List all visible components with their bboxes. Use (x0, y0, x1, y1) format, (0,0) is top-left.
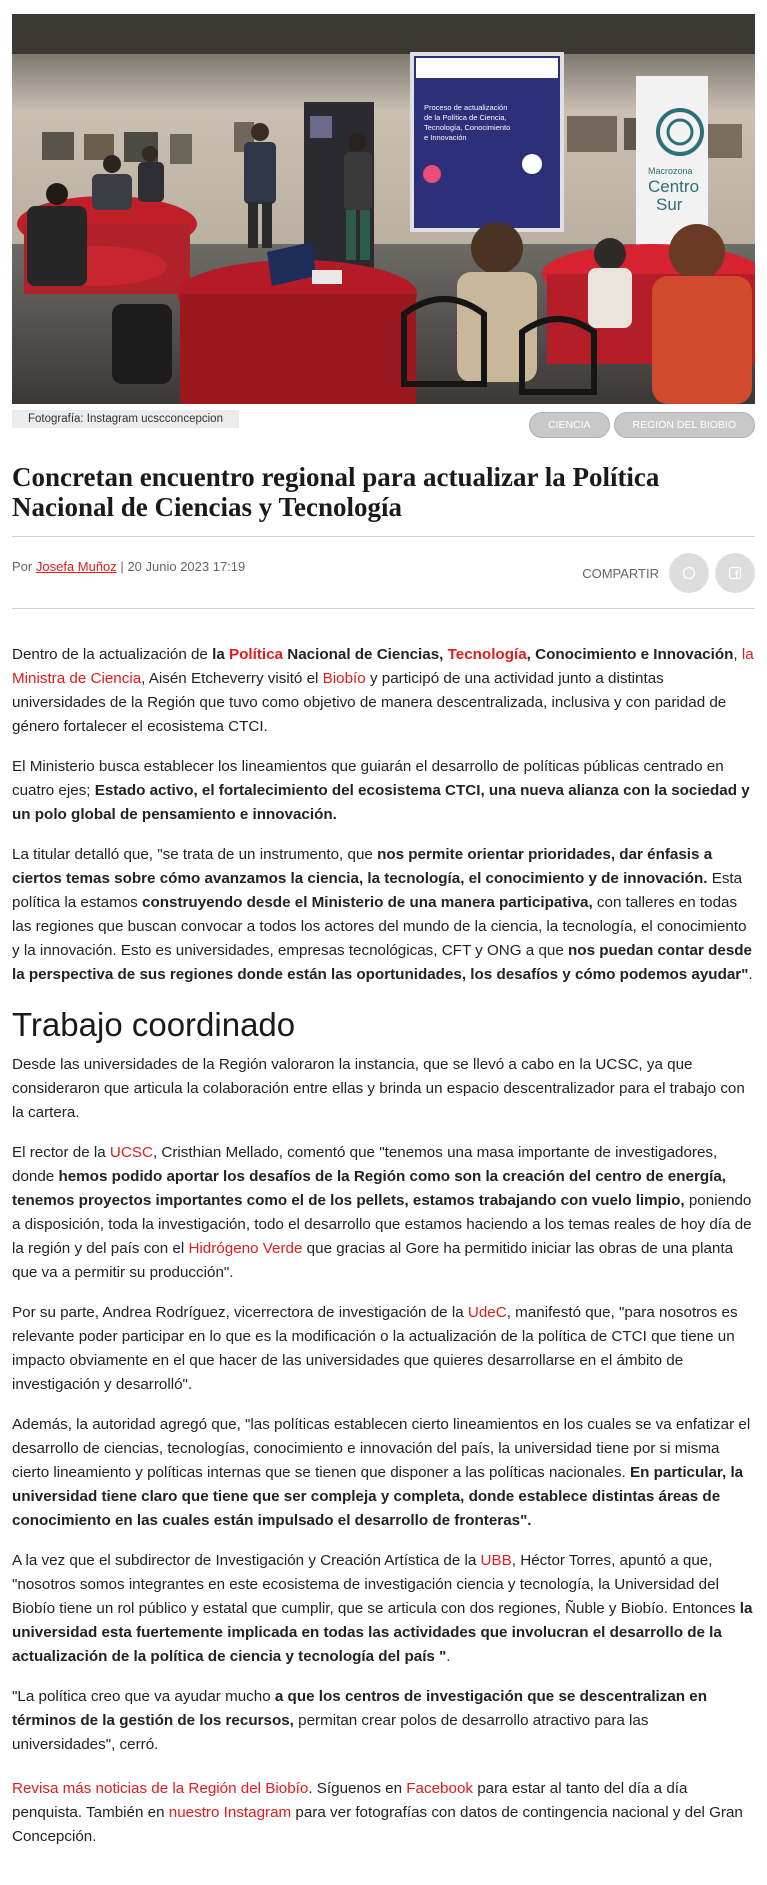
paragraph-follow-us (12, 1777, 755, 1849)
byline-prefix: Por (12, 559, 33, 574)
tag-list (529, 412, 755, 438)
text: para estar al tanto del día a día penquista. También en (12, 1780, 688, 1821)
bold-text: construyendo desde el Ministerio de una manera participativa, (142, 894, 593, 911)
link-politica[interactable]: Política (228, 646, 284, 663)
byline-row (12, 537, 755, 609)
publish-date: 20 Junio 2023 17:19 (127, 559, 246, 574)
bold-text: la (212, 646, 229, 663)
paragraph-7 (12, 1413, 755, 1533)
tag-region-del-biobio[interactable]: REGION DEL BIOBIO (614, 412, 755, 438)
screen-text-line-2: de la Política de Ciencia, (424, 113, 507, 122)
link-instagram[interactable]: nuestro Instagram (168, 1804, 292, 1821)
photo-meta-row (12, 408, 755, 438)
paragraph-6 (12, 1301, 755, 1397)
text: para ver fotografías con datos de contingencia nacional y del Gran Concepción. (12, 1804, 743, 1845)
text: Además, la autoridad agregó que, "las políticas establecen cierto lineamientos en los cuales se va enfatizar el desarrollo de ciencias, tecnologías, conocimiento e innovación del país, la universidad tiene por si misma cierto lineamiento y políticas internas que se tienen que disponer a las políticas nacionales. (12, 1416, 751, 1481)
hero-photo (12, 14, 755, 404)
text: Por su parte, Andrea Rodríguez, vicerrectora de investigación de la (12, 1304, 468, 1321)
link-tecnologia[interactable]: Tecnología (447, 646, 527, 663)
text: Dentro de la actualización de (12, 646, 213, 663)
bold-text: , Conocimiento e Innovación (526, 646, 734, 663)
text: poniendo a disposición, toda la investigación, todo el desarrollo que estamos haciendo a los temas reales de hoy día de la región y del país con el (12, 1192, 752, 1257)
section-heading: Trabajo coordinado (12, 1006, 296, 1043)
bold-text: la universidad esta fuertemente implicada en todas las actividades que involucran el desarrollo de la actualización de la política de ciencia y tecnología del país " (12, 1600, 753, 1665)
text: , manifestó que, "para nosotros es relevante poder participar en lo que es la modificación o la actualización de la política de CTCI que tiene un impacto obviamente en el que hacer de las universidades que quieres desarrollarse en el ámbito de investigación y desarrolló". (12, 1304, 738, 1393)
bold-text: nos permite orientar prioridades, dar énfasis a ciertos temas sobre cómo avanzamos la ciencia, la tecnología, el conocimiento y de innovación. (12, 846, 713, 887)
text: El rector de la (12, 1144, 110, 1161)
paragraph-9 (12, 1685, 755, 1757)
link-ministra-ciencia[interactable]: la Ministra de Ciencia (12, 646, 754, 687)
text: , (733, 646, 742, 663)
bold-text: hemos podido aportar los desafíos de la Región como son la creación del centro de energía, tenemos proyectos importantes como el de los pellets, estamos trabajando con vuelo limpio, (12, 1168, 727, 1209)
text: que gracias al Gore ha permitido iniciar las obras de una planta que va a permitir su producción". (12, 1240, 734, 1281)
article-body (12, 643, 755, 1849)
text: Esta política la estamos (12, 870, 743, 911)
text: El Ministerio busca establecer los lineamientos que guiarán el desarrollo de políticas públicas centrado en cuatro ejes; (12, 758, 724, 799)
screen-text-line-3: Tecnología, Conocimiento (424, 123, 511, 132)
event-photo-illustration (12, 14, 755, 404)
bold-text: a que los centros de investigación que se descentralizan en términos de la gestión de los recursos, (12, 1688, 708, 1729)
bold-text: nos puedan contar desde la perspectiva de sus regiones donde están las oportunidades, los desafíos y cómo podemos ayudar" (12, 942, 753, 983)
paragraph-2 (12, 755, 755, 827)
text: . (446, 1648, 451, 1665)
text: . Síguenos en (308, 1780, 407, 1797)
text: permitan crear polos de desarrollo atractivo para las universidades", cerró. (12, 1712, 649, 1753)
bold-text: En particular, la universidad tiene claro que tiene que ser compleja y completa, donde establece distintas áreas de conocimiento en las cuales están impulsado el desarrollo de fronteras". (12, 1464, 744, 1529)
facebook-share-button[interactable] (715, 553, 755, 593)
bold-text: Nacional de Ciencias, (283, 646, 448, 663)
link-mas-noticias[interactable]: Revisa más noticias de la Región del Biobío (12, 1780, 309, 1797)
photo-caption: Fotografía: Instagram ucscconcepcion (12, 410, 239, 428)
author-link[interactable]: Josefa Muñoz (35, 559, 117, 574)
text: con talleres en todas las regiones que buscan convocar a todos los actores del mundo de la ciencia, la tecnología, el conocimiento y la innovación. Esto es universidades, empresas tecnológicas, CFT y ONG a que (12, 894, 747, 959)
link-ucsc[interactable]: UCSC (109, 1144, 153, 1161)
text: y participó de una actividad junto a distintas universidades de la Región que tuvo como objetivo de manera descentralizada, inclusiva y con paridad de género fortalecer el ecosistema CTCI. (12, 670, 727, 735)
text: , Cristhian Mellado, comentó que "tenemos una masa importante de investigadores, donde (12, 1144, 718, 1185)
link-ubb[interactable]: UBB (480, 1552, 512, 1569)
byline (12, 559, 245, 574)
paragraph-8 (12, 1549, 755, 1669)
text: "La política creo que va ayudar mucho (12, 1688, 275, 1705)
text: Desde las universidades de la Región valoraron la instancia, que se llevó a cabo en la UCSC, ya que consideraron que articula la colaboración entre ellas y brinda un espacio descentralizador para el trabajo con la cartera. (12, 1056, 745, 1121)
link-biobio[interactable]: Biobío (322, 670, 366, 687)
share-label: COMPARTIR (582, 565, 659, 581)
link-hidrogeno-verde[interactable]: Hidrógeno Verde (188, 1240, 303, 1257)
text: A la vez que el subdirector de Investigación y Creación Artística de la (12, 1552, 481, 1569)
whatsapp-icon (682, 566, 696, 580)
share-bar (582, 553, 755, 593)
text: , Héctor Torres, apuntó a que, "nosotros somos integrantes en este ecosistema de investigación ciencia y tecnología, la Universidad del Biobío tiene un rol público y estatal que cumplir, que se articula con dos regiones, Ñuble y Biobío. Entonces (12, 1552, 740, 1617)
banner-text-line-3: Sur (656, 195, 683, 214)
screen-text-line-1: Proceso de actualización (424, 103, 508, 112)
screen-text-line-4: e Innovación (424, 133, 467, 142)
article-title: Concretan encuentro regional para actualizar la Política Nacional de Ciencias y Tecnología (12, 462, 755, 537)
banner-text-line-1: Macrozona (648, 166, 693, 176)
link-facebook[interactable]: Facebook (406, 1780, 473, 1797)
facebook-icon (728, 566, 742, 580)
text: . (748, 966, 753, 983)
paragraph-intro (12, 643, 755, 739)
banner-text-line-2: Centro (648, 177, 700, 196)
byline-separator: | (120, 559, 124, 574)
paragraph-4 (12, 1053, 755, 1125)
tag-ciencia[interactable]: CIENCIA (529, 412, 610, 438)
text: , Aisén Etcheverry visitó el (141, 670, 323, 687)
link-udec[interactable]: UdeC (467, 1304, 507, 1321)
paragraph-5 (12, 1141, 755, 1285)
text: La titular detalló que, "se trata de un instrumento, que (12, 846, 378, 863)
whatsapp-share-button[interactable] (669, 553, 709, 593)
paragraph-3 (12, 843, 755, 987)
bold-text: Estado activo, el fortalecimiento del ecosistema CTCI, una nueva alianza con la sociedad y un polo global de pensamiento e innovación. (12, 782, 750, 823)
